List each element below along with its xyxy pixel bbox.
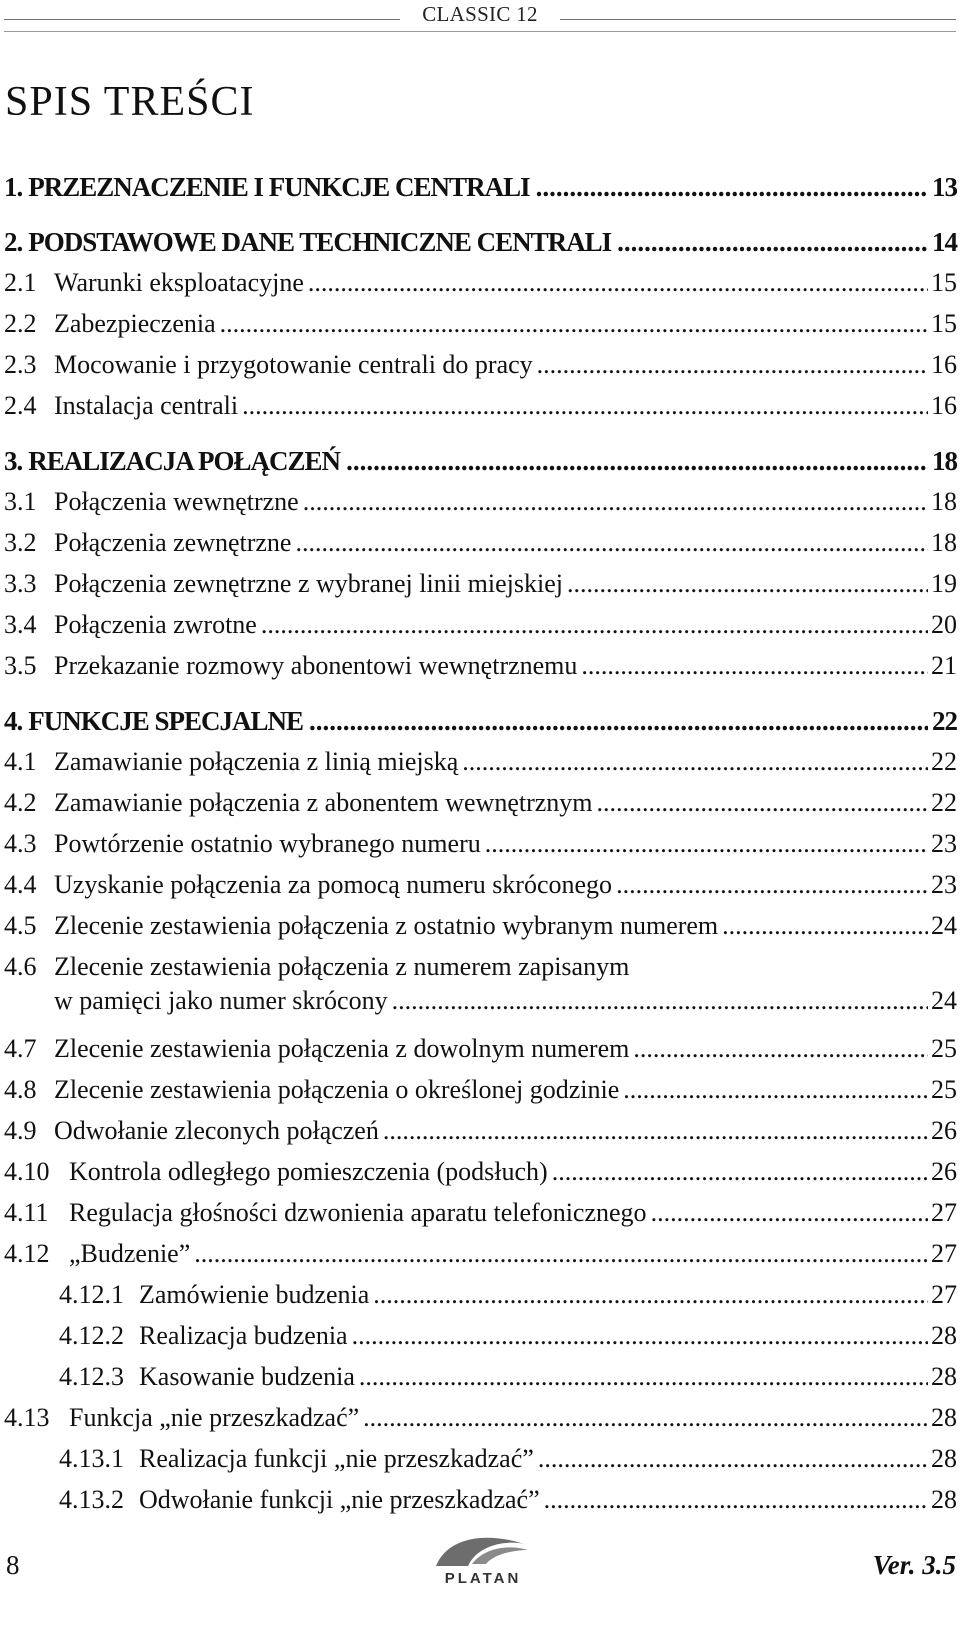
toc-page: 16 bbox=[931, 391, 957, 420]
toc-number: 4.11 bbox=[4, 1198, 49, 1227]
toc-page: 22 bbox=[931, 747, 957, 776]
toc-page: 25 bbox=[931, 1034, 957, 1063]
toc-entry[interactable] bbox=[4, 704, 957, 745]
toc-entry[interactable] bbox=[4, 1278, 957, 1319]
toc-entry[interactable] bbox=[4, 485, 957, 526]
toc-number: 4.12.2 bbox=[59, 1321, 124, 1350]
toc-page: 15 bbox=[931, 268, 957, 297]
toc-leader bbox=[346, 444, 928, 478]
toc-title: FUNKCJE SPECJALNE bbox=[28, 706, 304, 736]
toc-leader bbox=[352, 1319, 928, 1353]
toc-title: PODSTAWOWE DANE TECHNICZNE CENTRALI bbox=[28, 227, 612, 257]
toc-page: 27 bbox=[931, 1280, 957, 1309]
toc-number: 1. bbox=[4, 172, 23, 202]
toc-entry[interactable] bbox=[4, 827, 957, 868]
toc-number: 4.13.1 bbox=[59, 1444, 124, 1473]
version-label: Ver. 3.5 bbox=[872, 1550, 956, 1580]
toc-page: 24 bbox=[931, 986, 957, 1015]
toc-number: 4.6 bbox=[4, 952, 37, 981]
page-title: SPIS TREŚCI bbox=[5, 79, 255, 125]
toc-number: 4.9 bbox=[4, 1116, 37, 1145]
toc-title: Instalacja centrali bbox=[54, 391, 239, 420]
toc-title: Kontrola odległego pomieszczenia (podsłuch) bbox=[69, 1157, 548, 1186]
toc-leader bbox=[303, 485, 928, 519]
toc-title: Połączenia zewnętrzne bbox=[54, 528, 292, 557]
toc-page: 23 bbox=[931, 829, 957, 858]
toc-page: 28 bbox=[931, 1485, 957, 1514]
toc-leader bbox=[220, 307, 928, 341]
toc-number: 4.12.1 bbox=[59, 1280, 124, 1309]
toc-page: 18 bbox=[932, 446, 957, 476]
toc-entry[interactable] bbox=[4, 444, 957, 485]
header-underline bbox=[4, 31, 956, 32]
toc-entry-multiline[interactable] bbox=[4, 950, 957, 1032]
toc-page: 16 bbox=[931, 350, 957, 379]
toc-title: Połączenia wewnętrzne bbox=[54, 487, 299, 516]
toc-entry[interactable] bbox=[4, 389, 957, 444]
page-footer bbox=[0, 1510, 960, 1630]
running-header bbox=[0, 2, 960, 32]
toc-leader bbox=[261, 608, 928, 642]
toc-entry[interactable] bbox=[4, 1114, 957, 1155]
toc-title: Powtórzenie ostatnio wybranego numeru bbox=[54, 829, 481, 858]
toc-page: 26 bbox=[931, 1157, 957, 1186]
toc-number: 3.2 bbox=[4, 528, 37, 557]
toc-entry[interactable] bbox=[4, 745, 957, 786]
toc-entry[interactable] bbox=[4, 1401, 957, 1442]
toc-leader bbox=[623, 1073, 928, 1107]
toc-title: Odwołanie zleconych połączeń bbox=[54, 1116, 379, 1145]
toc-entry[interactable] bbox=[4, 1442, 957, 1483]
toc-title: Zlecenie zestawienia połączenia z numerem zapisanym bbox=[54, 952, 630, 981]
toc-page: 28 bbox=[931, 1403, 957, 1432]
toc-leader bbox=[537, 348, 928, 382]
toc-entry[interactable] bbox=[4, 608, 957, 649]
toc-leader bbox=[392, 984, 928, 1018]
toc-entry[interactable] bbox=[4, 225, 957, 266]
toc-number: 4.13 bbox=[4, 1403, 50, 1432]
toc-entry[interactable] bbox=[4, 786, 957, 827]
logo-wordmark: PLATAN bbox=[444, 1570, 522, 1587]
toc-number: 3.1 bbox=[4, 487, 37, 516]
toc-number: 2.3 bbox=[4, 350, 37, 379]
toc-entry[interactable] bbox=[4, 909, 957, 950]
platan-logo-icon bbox=[428, 1530, 538, 1570]
toc-page: 22 bbox=[932, 706, 957, 736]
toc-number: 2.1 bbox=[4, 268, 37, 297]
toc-leader bbox=[383, 1114, 928, 1148]
toc-number: 4.2 bbox=[4, 788, 37, 817]
toc-title: Funkcja „nie przeszkadzać” bbox=[69, 1403, 360, 1432]
toc-title: Realizacja funkcji „nie przeszkadzać” bbox=[139, 1444, 534, 1473]
toc-leader bbox=[363, 1401, 928, 1435]
toc-title: Regulacja głośności dzwonienia aparatu telefonicznego bbox=[69, 1198, 647, 1227]
toc-page: 23 bbox=[931, 870, 957, 899]
toc-title: Zamówienie budzenia bbox=[139, 1280, 370, 1309]
toc-entry[interactable] bbox=[4, 1032, 957, 1073]
toc-leader bbox=[616, 868, 928, 902]
toc-page: 27 bbox=[931, 1198, 957, 1227]
toc-leader bbox=[242, 389, 928, 423]
toc-title: Kasowanie budzenia bbox=[139, 1362, 355, 1391]
toc-number: 4.12.3 bbox=[59, 1362, 124, 1391]
toc-number: 4.13.2 bbox=[59, 1485, 124, 1514]
toc-page: 22 bbox=[931, 788, 957, 817]
toc-page: 15 bbox=[931, 309, 957, 338]
toc-title: Przekazanie rozmowy abonentowi wewnętrznemu bbox=[54, 651, 578, 680]
toc-page: 26 bbox=[931, 1116, 957, 1145]
toc-entry[interactable] bbox=[4, 1237, 957, 1278]
toc-title: Zamawianie połączenia z linią miejską bbox=[54, 747, 459, 776]
toc-page: 20 bbox=[931, 610, 957, 639]
toc-number: 4.8 bbox=[4, 1075, 37, 1104]
toc-title-continued: w pamięci jako numer skrócony bbox=[54, 986, 388, 1015]
toc-page: 25 bbox=[931, 1075, 957, 1104]
toc-leader bbox=[373, 1278, 928, 1312]
toc-page: 28 bbox=[931, 1321, 957, 1350]
toc-number: 4.10 bbox=[4, 1157, 50, 1186]
toc-number: 2.2 bbox=[4, 309, 37, 338]
toc-entry[interactable] bbox=[4, 1319, 957, 1360]
toc-entry[interactable] bbox=[4, 526, 957, 567]
toc-number: 4.5 bbox=[4, 911, 37, 940]
toc-title: Połączenia zwrotne bbox=[54, 610, 257, 639]
toc-entry[interactable] bbox=[4, 170, 957, 225]
toc-number: 2.4 bbox=[4, 391, 37, 420]
toc-title: Odwołanie funkcji „nie przeszkadzać” bbox=[139, 1485, 540, 1514]
toc-number: 3. bbox=[4, 446, 23, 476]
header-rule-right bbox=[560, 19, 956, 20]
toc-leader bbox=[597, 786, 928, 820]
toc-entry[interactable] bbox=[4, 868, 957, 909]
toc-title: Zlecenie zestawienia połączenia z ostatnio wybranym numerem bbox=[54, 911, 719, 940]
toc-title: REALIZACJA POŁĄCZEŃ bbox=[28, 446, 341, 476]
toc-page: 28 bbox=[931, 1444, 957, 1473]
toc-number: 3.5 bbox=[4, 651, 37, 680]
toc-leader bbox=[633, 1032, 928, 1066]
toc-number: 4.7 bbox=[4, 1034, 37, 1063]
header-rule-left bbox=[4, 19, 400, 20]
toc-number: 2. bbox=[4, 227, 23, 257]
toc-number: 3.3 bbox=[4, 569, 37, 598]
toc-entry[interactable] bbox=[4, 1155, 957, 1196]
toc-title: Uzyskanie połączenia za pomocą numeru skróconego bbox=[54, 870, 613, 899]
toc-number: 4.3 bbox=[4, 829, 37, 858]
toc-leader bbox=[194, 1237, 928, 1271]
toc-leader bbox=[295, 526, 928, 560]
toc-leader bbox=[567, 567, 928, 601]
toc-leader bbox=[359, 1360, 928, 1394]
toc-title: Zlecenie zestawienia połączenia z dowolnym numerem bbox=[54, 1034, 630, 1063]
toc-number: 4.12 bbox=[4, 1239, 50, 1268]
toc-title: PRZEZNACZENIE I FUNKCJE CENTRALI bbox=[28, 172, 530, 202]
toc-entry[interactable] bbox=[4, 1196, 957, 1237]
toc-number: 4. bbox=[4, 706, 23, 736]
toc-number: 4.4 bbox=[4, 870, 37, 899]
toc-entry[interactable] bbox=[4, 266, 957, 307]
toc-title: „Budzenie” bbox=[69, 1239, 191, 1268]
toc-page: 27 bbox=[931, 1239, 957, 1268]
toc-page: 13 bbox=[932, 172, 957, 202]
header-title: CLASSIC 12 bbox=[422, 2, 538, 26]
toc-entry[interactable] bbox=[4, 649, 957, 704]
toc-page: 14 bbox=[932, 227, 957, 257]
toc-leader bbox=[536, 170, 928, 204]
toc-title: Mocowanie i przygotowanie centrali do pracy bbox=[54, 350, 533, 379]
toc-title: Połączenia zewnętrzne z wybranej linii miejskiej bbox=[54, 569, 563, 598]
page-number: 8 bbox=[6, 1550, 20, 1580]
toc-entry[interactable] bbox=[4, 1073, 957, 1114]
toc-leader bbox=[462, 745, 928, 779]
toc-number: 4.1 bbox=[4, 747, 37, 776]
toc-title: Warunki eksploatacyjne bbox=[54, 268, 304, 297]
toc-page: 28 bbox=[931, 1362, 957, 1391]
toc-leader bbox=[538, 1442, 928, 1476]
table-of-contents bbox=[4, 170, 957, 1524]
toc-entry[interactable] bbox=[4, 1360, 957, 1401]
toc-leader bbox=[581, 649, 928, 683]
toc-leader bbox=[651, 1196, 928, 1230]
toc-page: 19 bbox=[931, 569, 957, 598]
toc-title: Zlecenie zestawienia połączenia o określonej godzinie bbox=[54, 1075, 620, 1104]
platan-logo bbox=[428, 1530, 538, 1590]
toc-entry[interactable] bbox=[4, 567, 957, 608]
toc-leader bbox=[617, 225, 928, 259]
toc-title: Realizacja budzenia bbox=[139, 1321, 348, 1350]
toc-page: 24 bbox=[931, 911, 957, 940]
toc-number: 3.4 bbox=[4, 610, 37, 639]
toc-entry[interactable] bbox=[4, 348, 957, 389]
toc-leader bbox=[309, 704, 928, 738]
toc-title: Zabezpieczenia bbox=[54, 309, 216, 338]
toc-entry[interactable] bbox=[4, 307, 957, 348]
toc-page: 18 bbox=[931, 528, 957, 557]
toc-leader bbox=[722, 909, 928, 943]
toc-page: 18 bbox=[931, 487, 957, 516]
toc-leader bbox=[485, 827, 928, 861]
toc-page: 21 bbox=[931, 651, 957, 680]
toc-leader bbox=[308, 266, 928, 300]
toc-leader bbox=[552, 1155, 928, 1189]
toc-title: Zamawianie połączenia z abonentem wewnętrznym bbox=[54, 788, 593, 817]
